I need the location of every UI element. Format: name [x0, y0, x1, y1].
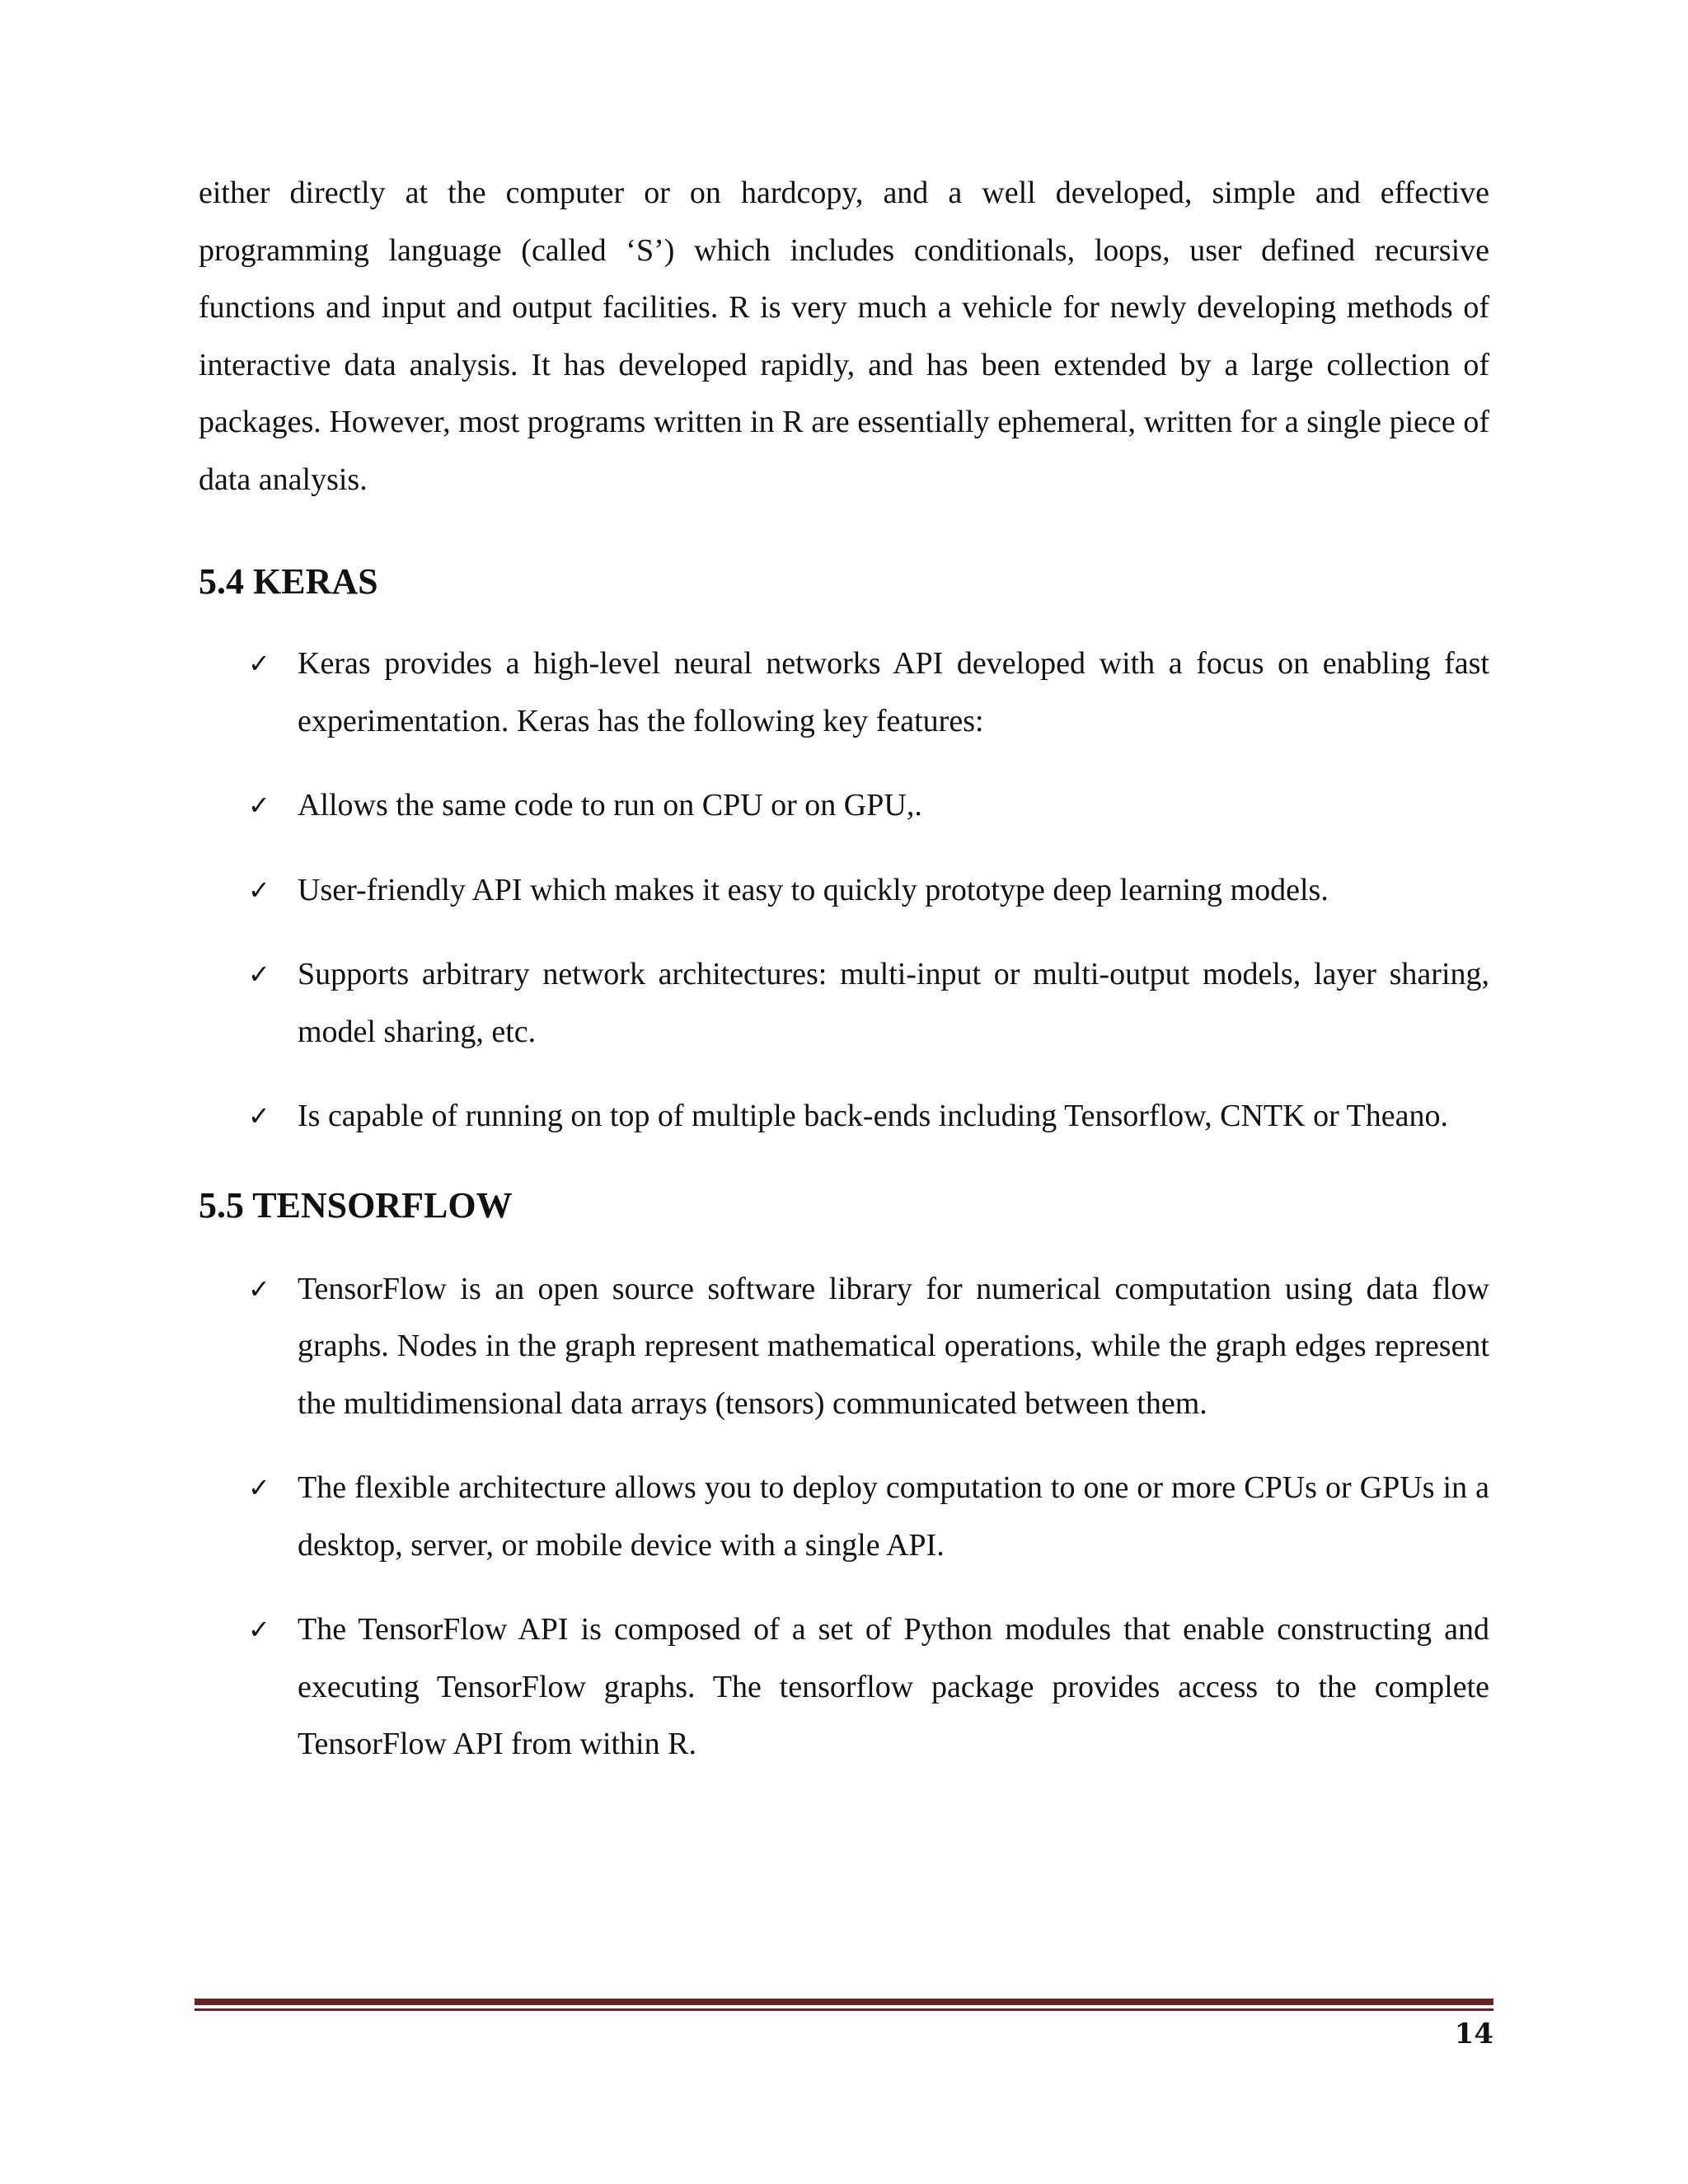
list-item: [199, 777, 1489, 835]
keras-bullet-list: [199, 635, 1489, 1146]
checkmark-icon: ✓: [248, 874, 270, 906]
footer-rule-secondary: [195, 2008, 1493, 2011]
checkmark-icon: ✓: [248, 958, 270, 990]
checkmark-icon: ✓: [248, 1614, 270, 1645]
intro-paragraph: either directly at the computer or on hardcopy, and a well developed, simple and effective programming language (called ‘S’) which includes conditionals, loops, user defined recursive functions and input and output facilities. R is very much a vehicle for newly developing methods of interactive data analysis. It has developed rapidly, and has been extended by a large collection of packages. However, most programs written in R are essentially ephemeral, written for a single piece of data analysis.: [199, 176, 1489, 497]
checkmark-icon: ✓: [248, 1472, 270, 1503]
page-content: [199, 165, 1489, 1774]
list-item-text: The TensorFlow API is composed of a set of Python modules that enable constructing and executing TensorFlow graphs. The tensorflow package provides access to the complete TensorFlow API from within R.: [298, 1612, 1489, 1761]
list-item-text: The flexible architecture allows you to deploy computation to one or more CPUs or GPUs in a desktop, server, or mobile device with a single API.: [298, 1470, 1489, 1563]
tensorflow-bullet-list: [199, 1261, 1489, 1774]
list-item: [199, 946, 1489, 1061]
checkmark-icon: ✓: [248, 1100, 270, 1132]
page-number: 14: [1454, 2018, 1493, 2050]
list-item: [199, 1088, 1489, 1146]
checkmark-icon: ✓: [248, 648, 270, 679]
section-heading-keras: 5.4 KERAS: [199, 561, 378, 602]
list-item: [199, 1460, 1489, 1574]
list-item: [199, 862, 1489, 920]
list-item-text: Is capable of running on top of multiple back-ends including Tensorflow, CNTK or Theano.: [298, 1099, 1448, 1133]
section-heading-tensorflow: 5.5 TENSORFLOW: [199, 1184, 513, 1226]
footer-rule: [195, 1999, 1493, 2005]
list-item-text: Keras provides a high-level neural networks API developed with a focus on enabling fast experimentation. Keras has the following key features:: [298, 646, 1489, 738]
checkmark-icon: ✓: [248, 1272, 270, 1305]
list-item-text: User-friendly API which makes it easy to quickly prototype deep learning models.: [298, 872, 1329, 907]
list-item: [199, 635, 1489, 750]
list-item-text: Supports arbitrary network architectures: multi-input or multi-output models, layer sharing, model sharing, etc.: [298, 957, 1489, 1049]
list-item: [199, 1601, 1489, 1774]
list-item: [199, 1261, 1489, 1433]
list-item-text: TensorFlow is an open source software library for numerical computation using data flow graphs. Nodes in the graph represent mathematical operations, while the graph edges represent the multidimensional data arrays (tensors) communicated between them.: [298, 1271, 1489, 1421]
checkmark-icon: ✓: [248, 790, 270, 821]
list-item-text: Allows the same code to run on CPU or on GPU,.: [298, 788, 922, 823]
